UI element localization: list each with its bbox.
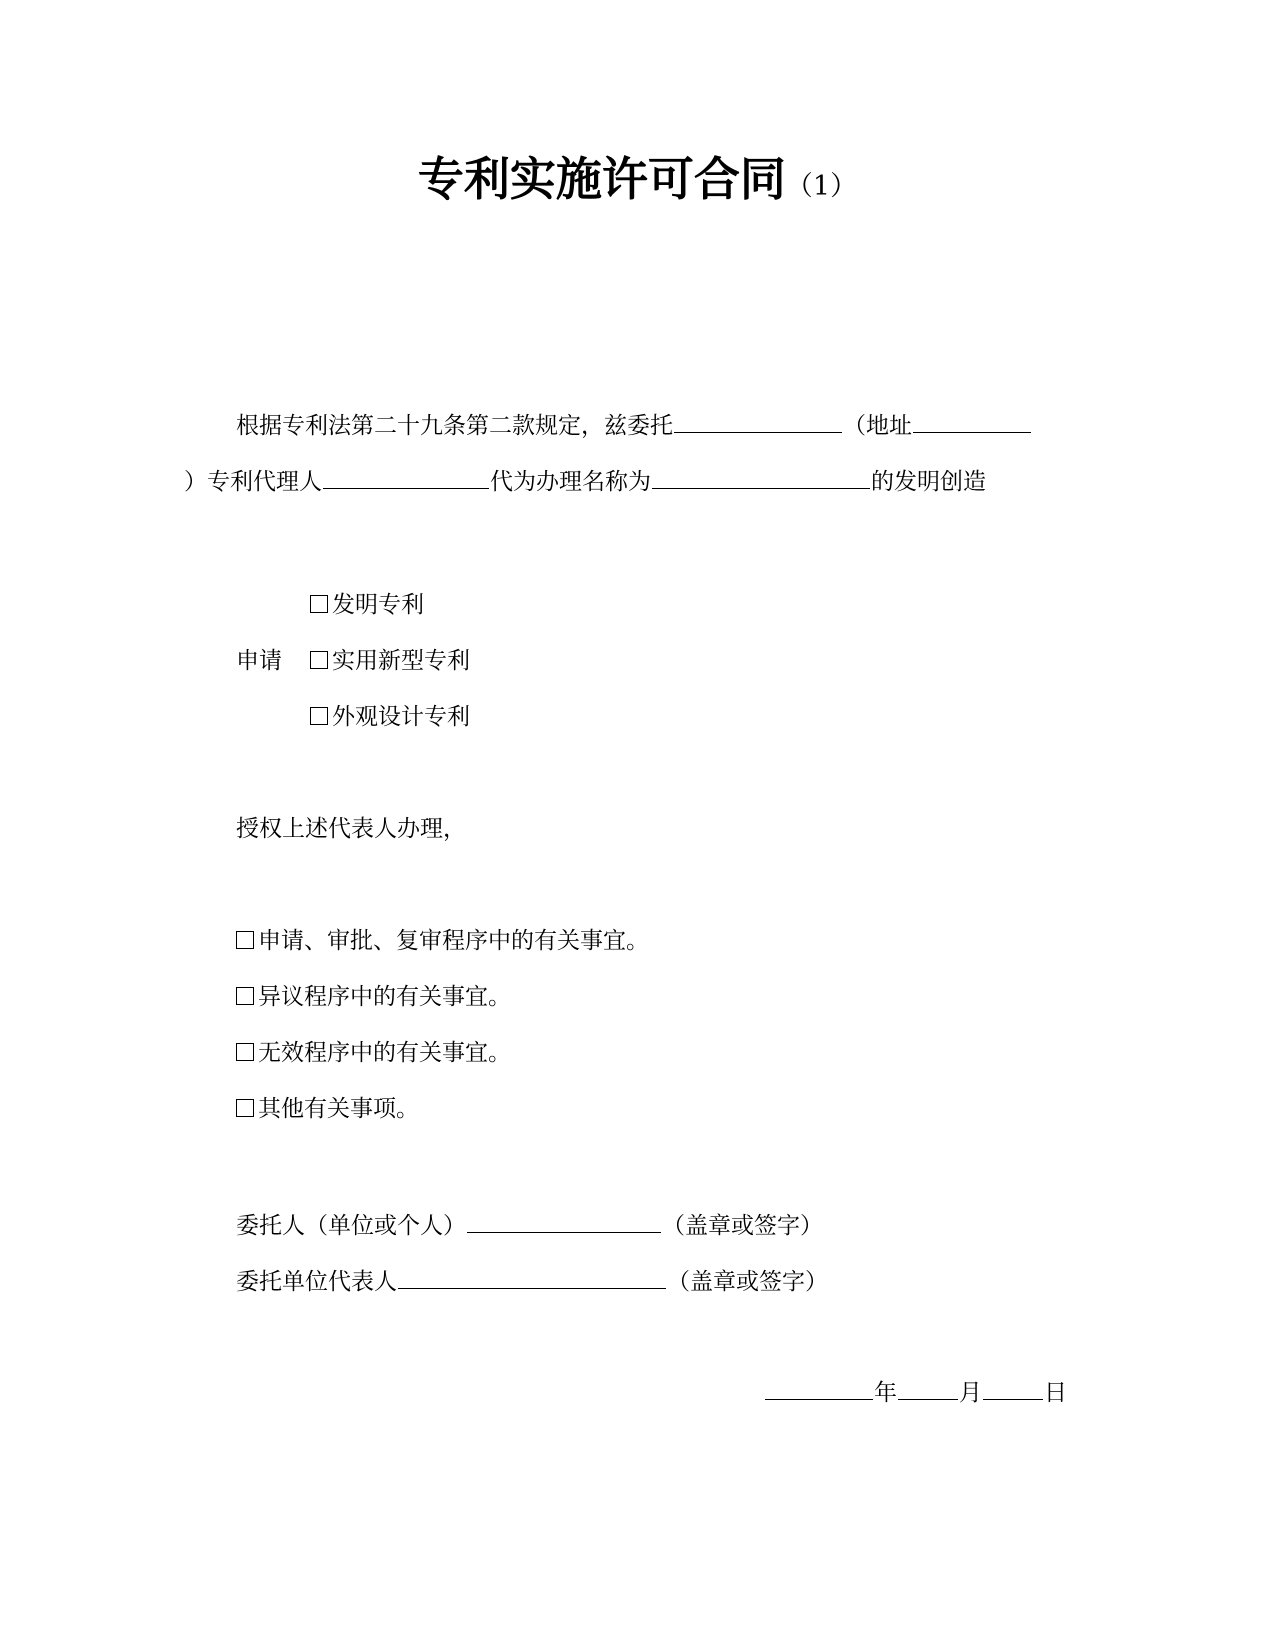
matter-option-2[interactable] bbox=[236, 986, 511, 1009]
checkbox-icon[interactable] bbox=[310, 707, 328, 725]
intro-text-3: ）专利代理人 bbox=[184, 469, 322, 495]
matter-label: 无效程序中的有关事宜。 bbox=[258, 1040, 511, 1066]
patent-type-label: 外观设计专利 bbox=[332, 704, 470, 730]
client-signature-blank[interactable] bbox=[467, 1210, 661, 1233]
checkbox-icon[interactable] bbox=[310, 651, 328, 669]
agent-blank[interactable] bbox=[323, 466, 489, 489]
checkbox-icon[interactable] bbox=[236, 1043, 254, 1061]
intro-line-1 bbox=[236, 410, 1032, 438]
rep-signature-line bbox=[236, 1266, 828, 1294]
checkbox-icon[interactable] bbox=[236, 987, 254, 1005]
intro-text-4: 代为办理名称为 bbox=[490, 469, 651, 495]
title-text: 专利实施许可合同 bbox=[417, 152, 786, 206]
year-label: 年 bbox=[874, 1380, 897, 1406]
month-label: 月 bbox=[959, 1380, 982, 1406]
patent-type-label: 发明专利 bbox=[332, 592, 424, 618]
client-suffix: （盖章或签字） bbox=[662, 1213, 823, 1239]
intro-text-2: （地址 bbox=[843, 413, 912, 439]
client-label: 委托人（单位或个人） bbox=[236, 1213, 466, 1239]
year-blank[interactable] bbox=[765, 1377, 873, 1400]
patent-type-option-1[interactable] bbox=[310, 594, 424, 617]
rep-suffix: （盖章或签字） bbox=[667, 1269, 828, 1295]
intro-text-1: 根据专利法第二十九条第二款规定，兹委托 bbox=[236, 413, 673, 439]
matter-option-3[interactable] bbox=[236, 1042, 511, 1065]
matter-label: 异议程序中的有关事宜。 bbox=[258, 984, 511, 1010]
intro-text-5: 的发明创造 bbox=[871, 469, 986, 495]
matter-option-1[interactable] bbox=[236, 930, 649, 953]
apply-label: 申请 bbox=[236, 648, 282, 674]
authorize-text: 授权上述代表人办理， bbox=[236, 816, 466, 842]
checkbox-icon[interactable] bbox=[310, 595, 328, 613]
day-label: 日 bbox=[1044, 1380, 1067, 1406]
checkbox-icon[interactable] bbox=[236, 1099, 254, 1117]
rep-label: 委托单位代表人 bbox=[236, 1269, 397, 1295]
matter-label: 其他有关事项。 bbox=[258, 1096, 419, 1122]
month-blank[interactable] bbox=[898, 1377, 958, 1400]
patent-type-option-3[interactable] bbox=[310, 706, 470, 729]
rep-signature-blank[interactable] bbox=[398, 1266, 666, 1289]
patent-type-option-2[interactable] bbox=[310, 650, 470, 673]
address-blank[interactable] bbox=[913, 410, 1031, 433]
date-line bbox=[764, 1377, 1067, 1405]
page-title bbox=[0, 152, 1275, 206]
day-blank[interactable] bbox=[983, 1377, 1043, 1400]
client-signature-line bbox=[236, 1210, 823, 1238]
checkbox-icon[interactable] bbox=[236, 931, 254, 949]
title-suffix: （1） bbox=[785, 171, 858, 202]
agency-blank[interactable] bbox=[674, 410, 842, 433]
intro-line-2 bbox=[184, 466, 986, 494]
matter-option-4[interactable] bbox=[236, 1098, 419, 1121]
invention-name-blank[interactable] bbox=[652, 466, 870, 489]
matter-label: 申请、审批、复审程序中的有关事宜。 bbox=[258, 928, 649, 954]
patent-type-label: 实用新型专利 bbox=[332, 648, 470, 674]
